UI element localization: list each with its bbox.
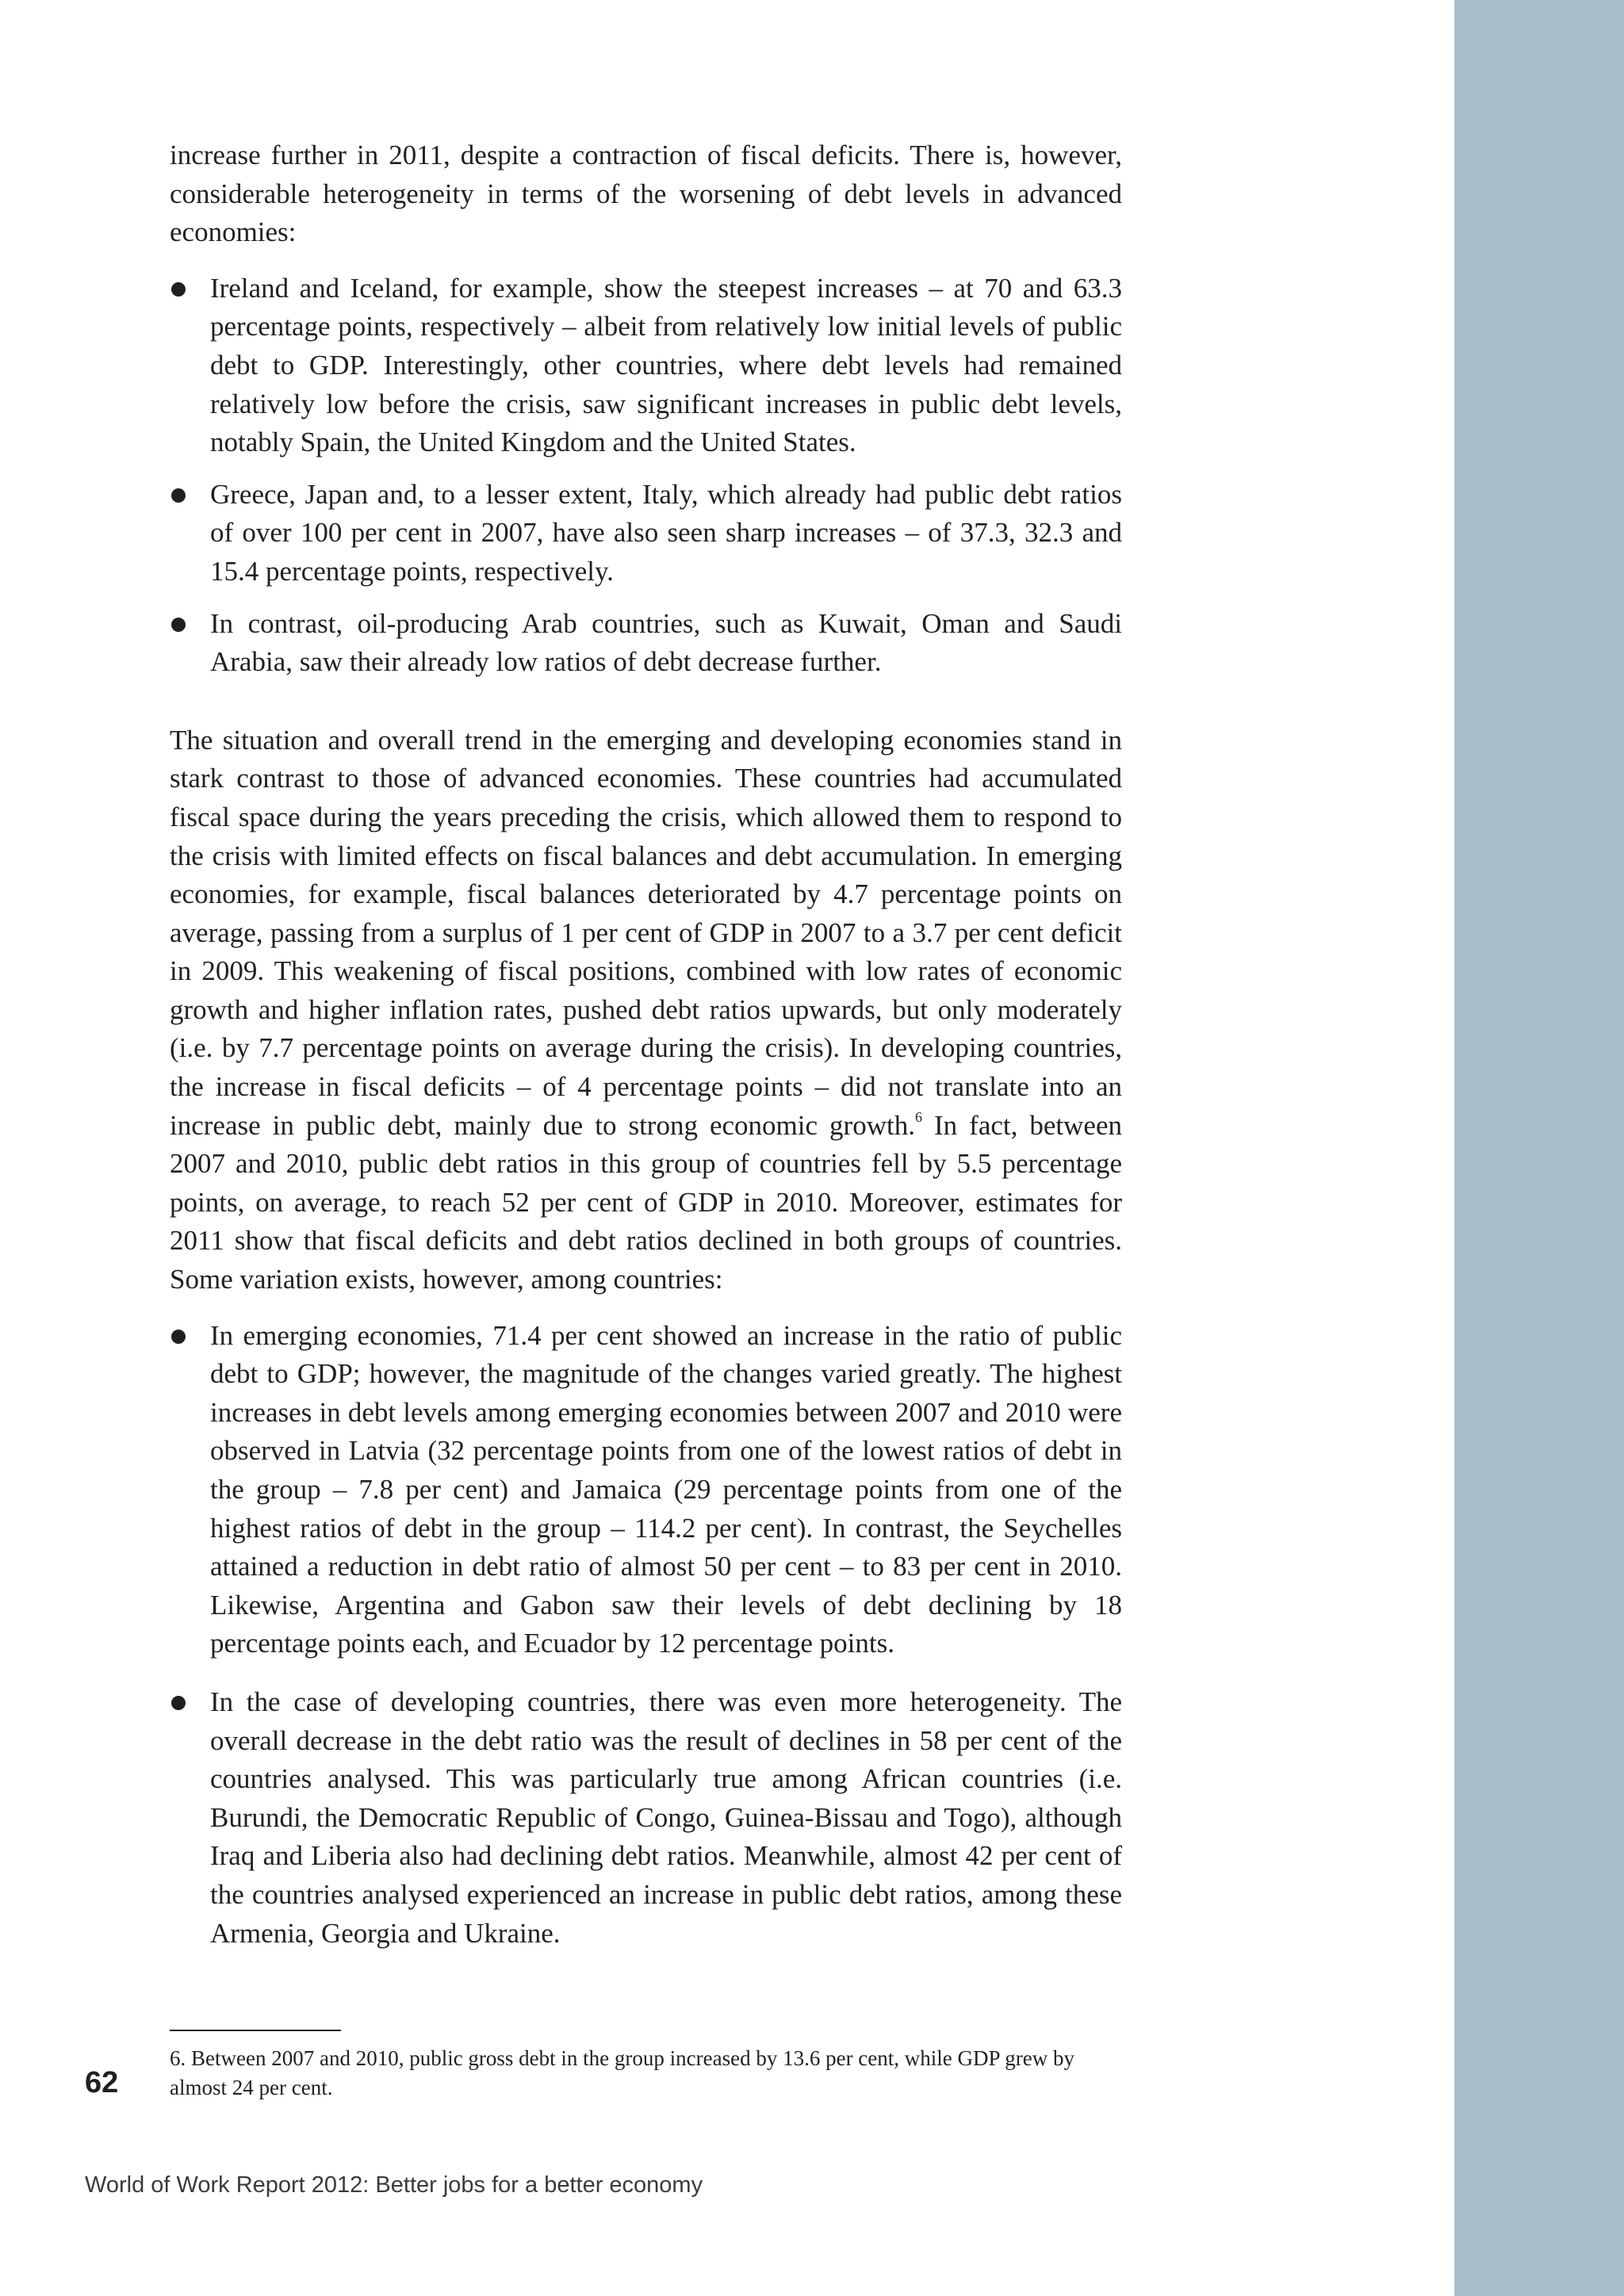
side-color-band: [1454, 0, 1624, 2296]
bullet-icon: [171, 1330, 186, 1344]
list-item: In contrast, oil-producing Arab countries, such as Kuwait, Oman and Saudi Arabia, saw their already low ratios of debt decrease further.: [170, 605, 1122, 682]
bullet-icon: [171, 282, 186, 297]
footnote-reference[interactable]: 6: [914, 1108, 922, 1125]
bullet-list-advanced-economies: [170, 270, 1122, 682]
page-number: 62: [85, 2066, 119, 2099]
bullet-icon: [171, 1696, 186, 1710]
bullet-icon: [171, 488, 186, 503]
paragraph-intro: increase further in 2011, despite a contraction of fiscal deficits. There is, however, considerable heterogeneity in terms of the worsening of debt levels in advanced economies:: [170, 140, 1122, 248]
paragraph-emerging-developing: The situation and overall trend in the emerging and developing economies stand in stark contrast to those of advanced economies. These countries had accumulated fiscal space during the years preceding the crisis, which allowed them to respond to the crisis with limited effects on fiscal balances and debt accumulation. In emerging economies, for example, fiscal balances deteriorated by 4.7 percentage points on average, passing from a surplus of 1 per cent of GDP in 2007 to a 3.7 per cent deficit in 2009. This weakening of fiscal positions, combined with low rates of economic growth and higher inflation rates, pushed debt ratios upwards, but only moderately (i.e. by 7.7 percentage points on average during the crisis). In developing countries, the increase in fiscal deficits – of 4 percentage points – did not translate into an increase in public debt, mainly due to strong economic growth.$^6$ In fact, between 2007 and 2010, public debt ratios in this group of countries fell by 5.5 percentage points, on average, to reach 52 per cent of GDP in 2010. Moreover, estimates for 2011 show that fiscal deficits and debt ratios declined in both groups of countries. Some variation exists, however, among countries:: [170, 724, 1122, 1295]
bullet-icon: [171, 618, 186, 632]
list-item: Greece, Japan and, to a lesser extent, Italy, which already had public debt ratios of over 100 per cent in 2007, have also seen sharp increases – of 37.3, 32.3 and 15.4 percentage points, respectively.: [170, 476, 1122, 591]
bullet-list-emerging-developing: [170, 1317, 1122, 1954]
main-text-column: [170, 136, 1122, 1973]
list-item: In emerging economies, 71.4 per cent showed an increase in the ratio of public debt to GDP; however, the magnitude of the changes varied greatly. The highest increases in debt levels among emerging economies between 2007 and 2010 were observed in Latvia (32 percentage points from one of the lowest ratios of debt in the group – 7.8 per cent) and Jamaica (29 percentage points from one of the highest ratios of debt in the group – 114.2 per cent). In contrast, the Seychelles attained a reduction in debt ratio of almost 50 per cent – to 83 per cent in 2010. Likewise, Argentina and Gabon saw their levels of debt declining by 18 percentage points each, and Ecuador by 12 percentage points.: [170, 1317, 1122, 1663]
running-footer: World of Work Report 2012: Better jobs for a better economy: [85, 2172, 703, 2198]
footnote: 6. Between 2007 and 2010, public gross debt in the group increased by 13.6 per cent, while GDP grew by almost 24 per cent.: [170, 2046, 1075, 2099]
footnote-divider: [170, 2030, 341, 2031]
list-item: In the case of developing countries, there was even more heterogeneity. The overall decrease in the debt ratio was the result of declines in 58 per cent of the countries analysed. This was particularly true among African countries (i.e. Burundi, the Democratic Republic of Congo, Guinea-Bissau and Togo), although Iraq and Liberia also had declining debt ratios. Meanwhile, almost 42 per cent of the countries analysed experienced an increase in public debt ratios, among these Armenia, Georgia and Ukraine.: [170, 1683, 1122, 1953]
list-item: Ireland and Iceland, for example, show the steepest increases – at 70 and 63.3 percentage points, respectively – albeit from relatively low initial levels of public debt to GDP. Interestingly, other countries, where debt levels had remained relatively low before the crisis, saw significant increases in public debt levels, notably Spain, the United Kingdom and the United States.: [170, 270, 1122, 462]
